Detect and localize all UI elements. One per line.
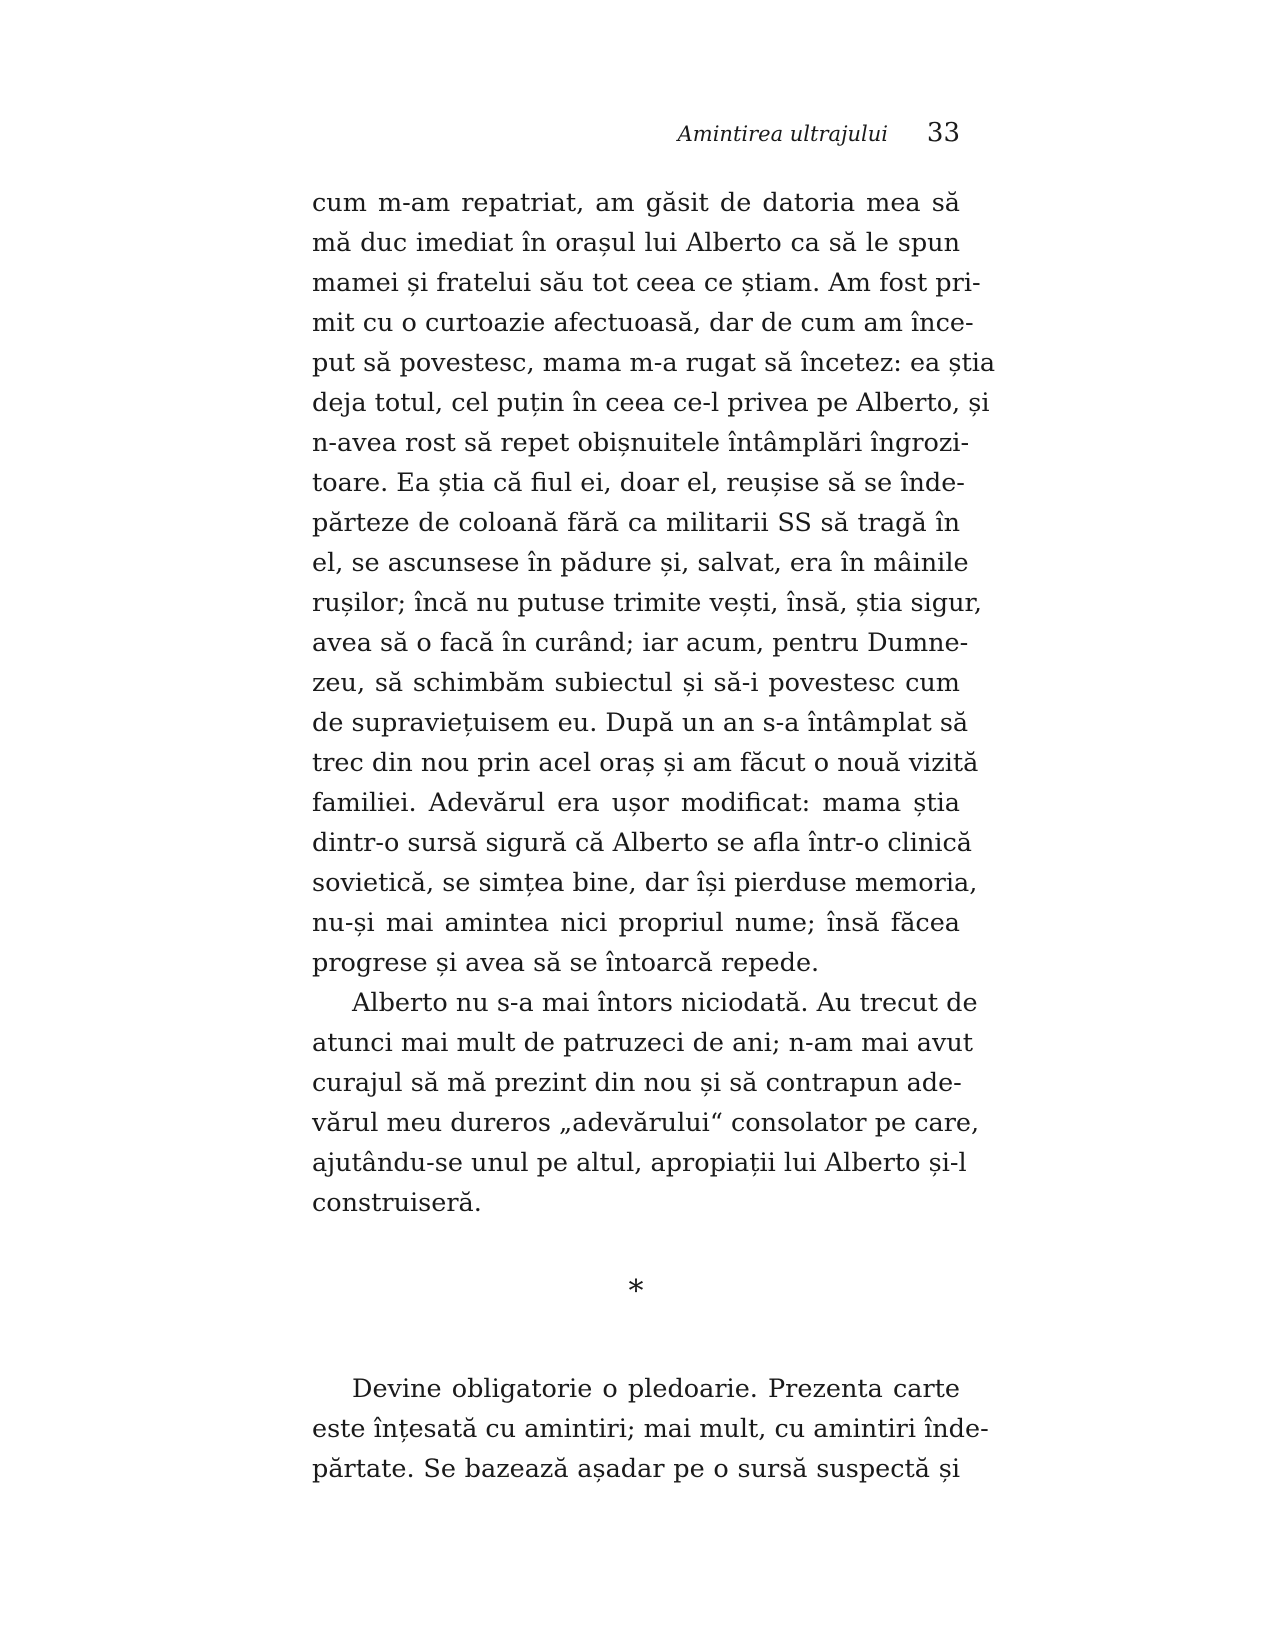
section-separator: [312, 1223, 960, 1369]
asterisk-separator: *: [628, 1274, 644, 1309]
text-line: sovietică, se simțea bine, dar își pierduse memoria,: [312, 868, 978, 898]
text-line: trec din nou prin acel oraș și am făcut o nouă vizită: [312, 748, 979, 778]
text-line: vărul meu dureros „adevărului“ consolator pe care,: [312, 1108, 980, 1138]
text-line: părtate. Se bazează așadar pe o sursă suspectă și: [312, 1454, 960, 1484]
body-text: [312, 183, 996, 1489]
text-line: avea să o facă în curând; iar acum, pentru Dumne-: [312, 628, 969, 658]
text-line: Alberto nu s-a mai întors niciodată. Au trecut de: [352, 988, 978, 1018]
text-line: zeu, să schimbăm subiectul și să-i povestesc cum: [312, 668, 960, 698]
text-line: mamei și fratelui său tot ceea ce știam. Am fost pri-: [312, 268, 981, 298]
text-line: de supraviețuisem eu. După un an s-a întâmplat să: [312, 708, 969, 738]
paragraph-pledoarie: [312, 1369, 989, 1489]
text-line: progrese și avea să se întoarcă repede.: [312, 948, 820, 978]
page-number: 33: [926, 118, 960, 148]
running-title: Amintirea ultrajului: [677, 122, 888, 146]
text-line: mă duc imediat în orașul lui Alberto ca să le spun: [312, 228, 960, 258]
paragraph-continued: [312, 183, 996, 983]
text-line: atunci mai mult de patruzeci de ani; n-am mai avut: [312, 1028, 974, 1058]
text-line: Devine obligatorie o pledoarie. Prezenta carte: [352, 1374, 960, 1404]
text-line: ajutându-se unul pe altul, apropiații lui Alberto și-l: [312, 1148, 967, 1178]
text-line: rușilor; încă nu putuse trimite vești, însă, știa sigur,: [312, 588, 982, 618]
text-line: părteze de coloană fără ca militarii SS să tragă în: [312, 508, 960, 538]
text-line: nu-și mai amintea nici propriul nume; însă făcea: [312, 908, 960, 938]
text-line: construiseră.: [312, 1188, 482, 1218]
text-line: dintr-o sursă sigură că Alberto se afla într-o clinică: [312, 828, 973, 858]
text-line: put să povestesc, mama m-a rugat să încetez: ea știa: [312, 348, 996, 378]
text-line: n-avea rost să repet obișnuitele întâmplări îngrozi-: [312, 428, 970, 458]
text-line: curajul să mă prezint din nou și să contrapun ade-: [312, 1068, 962, 1098]
text-line: toare. Ea știa că fiul ei, doar el, reușise să se înde-: [312, 468, 965, 498]
text-line: el, se ascunsese în pădure și, salvat, era în mâinile: [312, 548, 969, 578]
text-line: cum m-am repatriat, am găsit de datoria mea să: [312, 188, 960, 218]
text-line: mit cu o curtoazie afectuoasă, dar de cum am înce-: [312, 308, 974, 338]
text-line: familiei. Adevărul era ușor modificat: mama știa: [312, 788, 960, 818]
text-line: deja totul, cel puțin în ceea ce-l privea pe Alberto, și: [312, 388, 990, 418]
page-header: [640, 118, 960, 158]
text-line: este înțesată cu amintiri; mai mult, cu amintiri înde-: [312, 1414, 989, 1444]
paragraph-alberto: [312, 983, 980, 1223]
